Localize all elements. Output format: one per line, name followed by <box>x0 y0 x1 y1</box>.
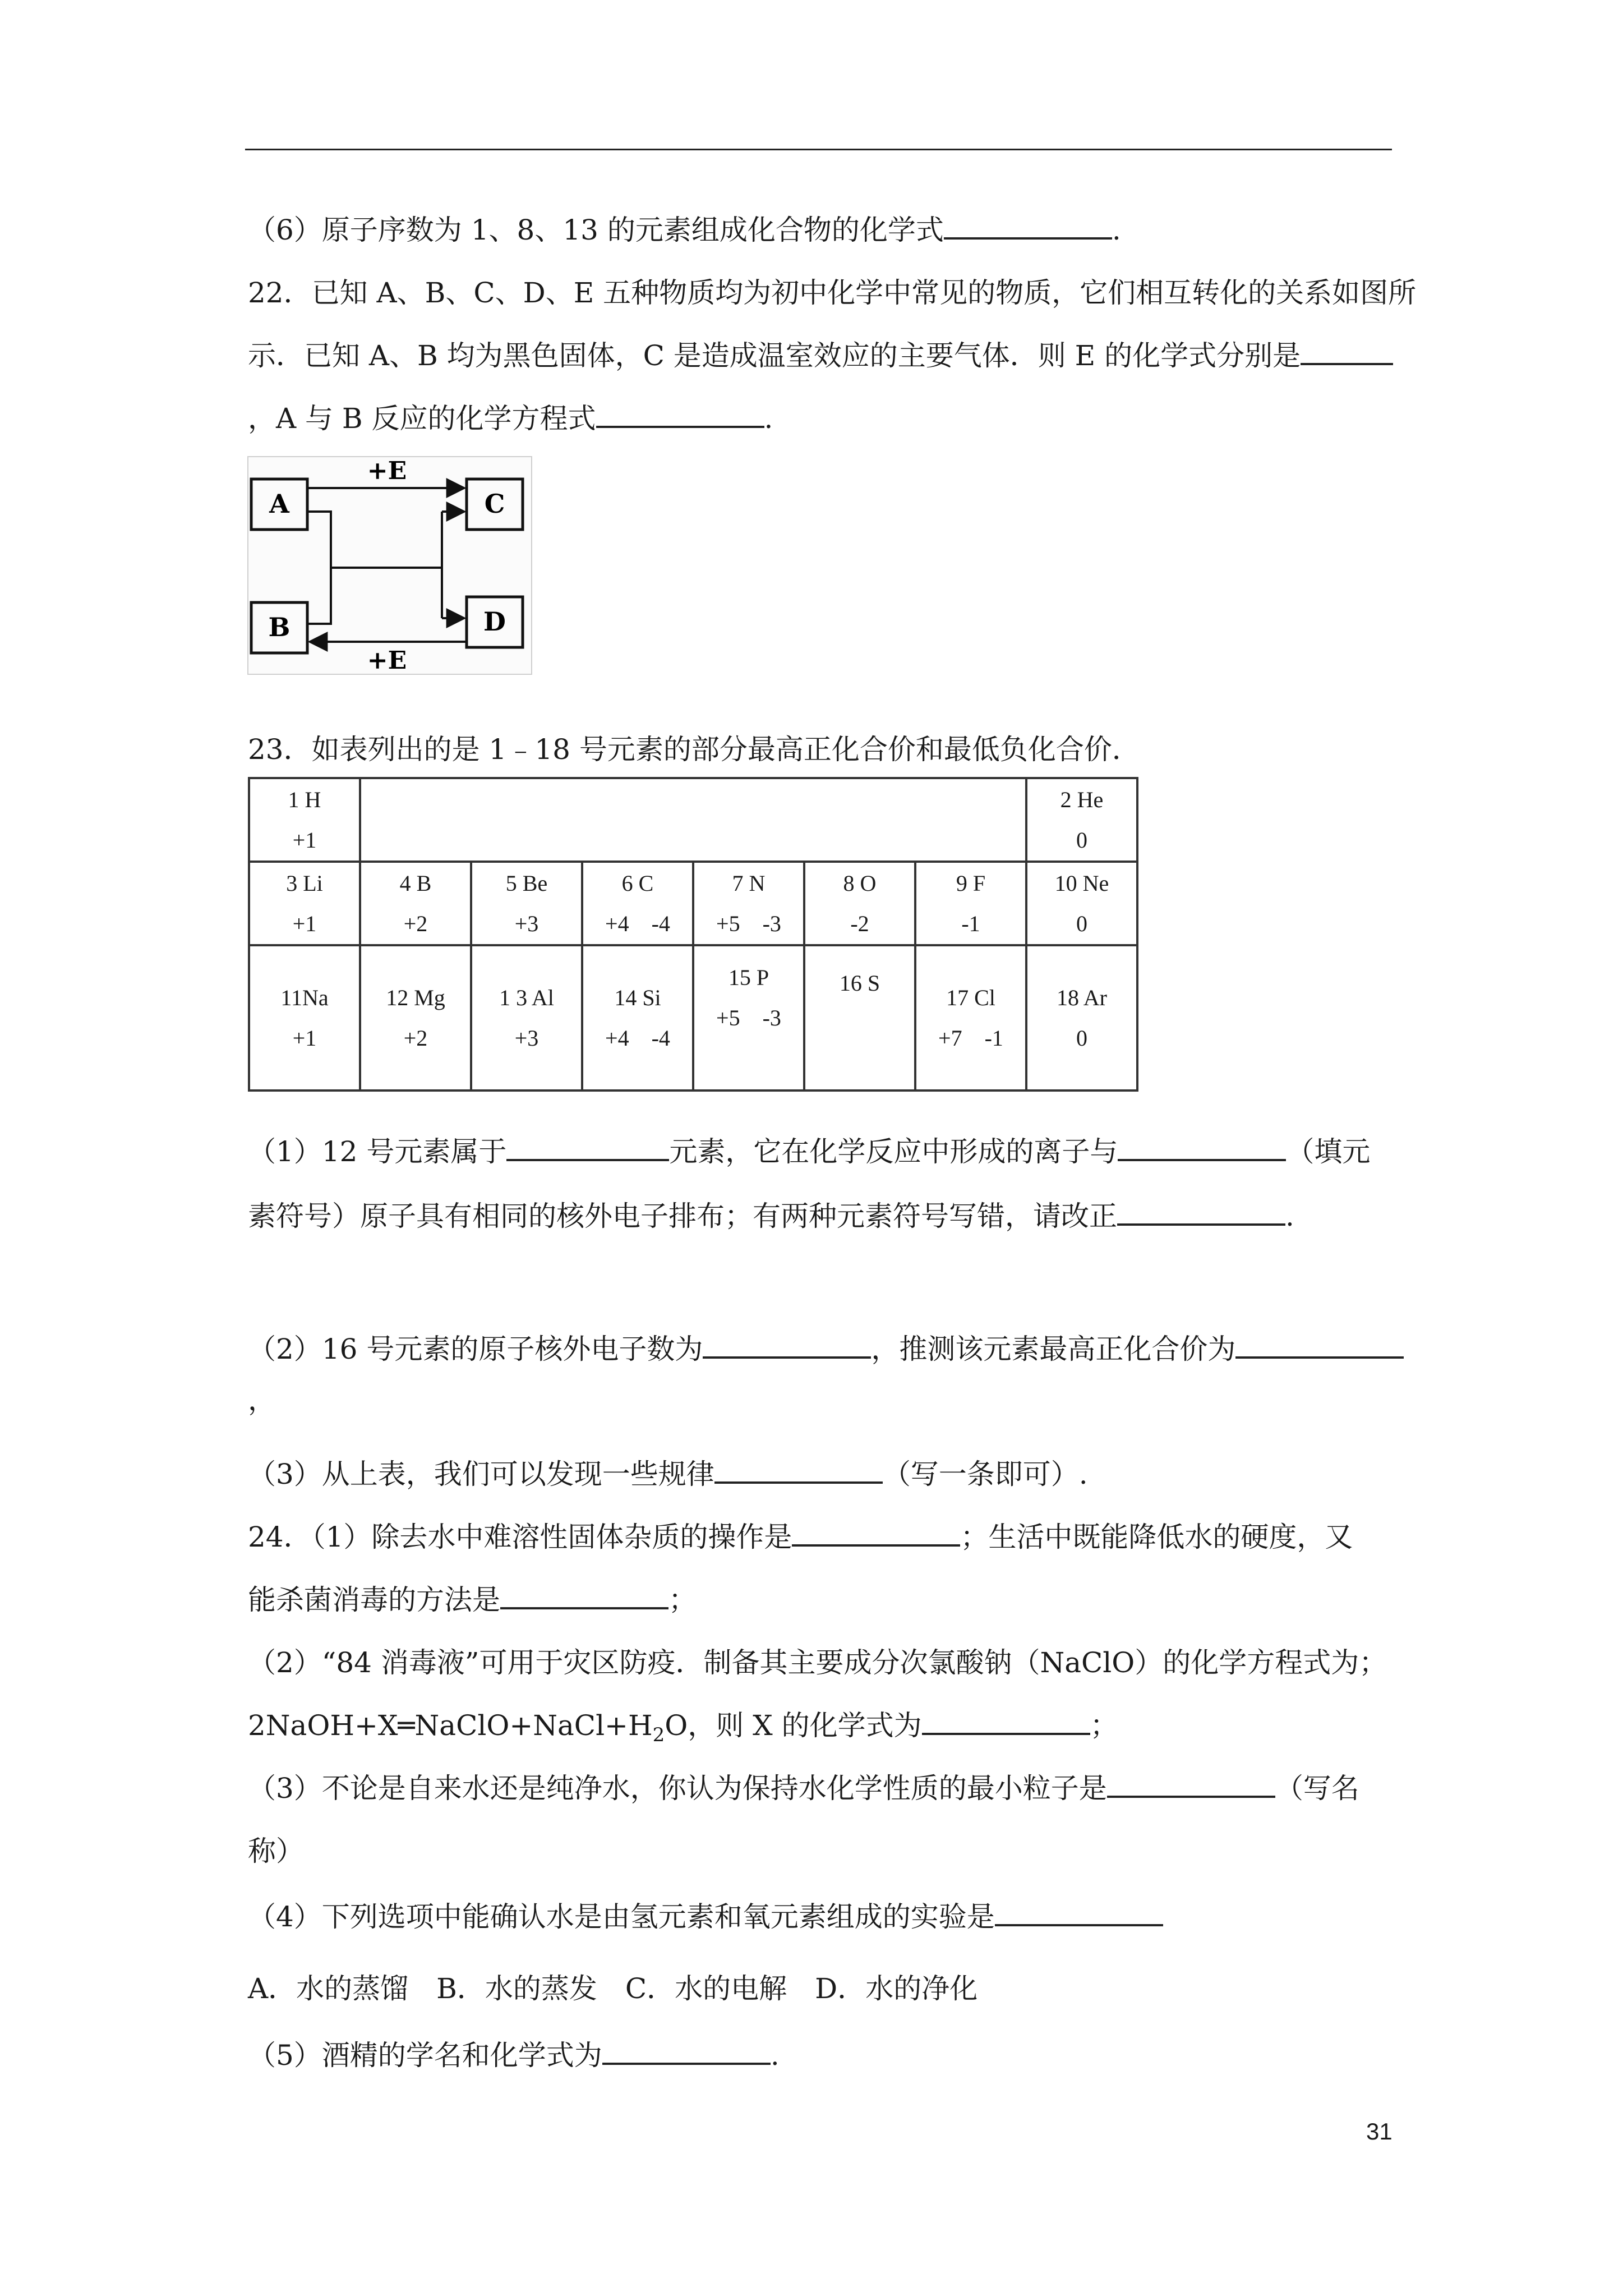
header-rule <box>245 149 1392 150</box>
cell-p: 15 P +5 -3 <box>693 945 804 1091</box>
answer-blank[interactable] <box>1107 1771 1275 1798</box>
cell-mg: 12 Mg +2 <box>360 945 471 1091</box>
answer-blank[interactable] <box>596 401 764 428</box>
q24-part-2-line-1: （2）“84 消毒液”可用于灾区防疫．制备其主要成分次氯酸钠（NaClO）的化学方程式为； <box>248 1646 1387 1679</box>
answer-blank[interactable] <box>995 1899 1163 1926</box>
answer-blank[interactable] <box>1117 1199 1285 1226</box>
cell-si: 14 Si +4 -4 <box>582 945 693 1091</box>
q24-part-5: （5）酒精的学名和化学式为 . <box>248 2039 780 2072</box>
answer-blank[interactable] <box>703 1332 871 1359</box>
q24-part-1-line-2: 能杀菌消毒的方法是 ； <box>248 1584 697 1616</box>
cell-s: 16 S <box>804 945 915 1091</box>
q22-line-1: 22．已知 A、B、C、D、E 五种物质均为初中化学中常见的物质，它们相互转化的关系如图所 <box>248 277 1417 309</box>
label-c: C <box>484 489 505 519</box>
answer-blank[interactable] <box>602 2038 771 2065</box>
reaction-diagram <box>247 455 533 675</box>
cell-f: 9 F -1 <box>915 862 1026 945</box>
cell-ne: 10 Ne 0 <box>1026 862 1137 945</box>
valence-table <box>248 777 1138 1092</box>
cell-o: 8 O -2 <box>804 862 915 945</box>
cell-na: 11Na +1 <box>249 945 360 1091</box>
answer-blank[interactable] <box>922 1708 1090 1735</box>
cell-n: 7 N +5 -3 <box>693 862 804 945</box>
label-b: B <box>268 612 291 642</box>
q23-part-2: （2）16 号元素的原子核外电子数为 ，推测该元素最高正化合价为 <box>248 1331 1404 1368</box>
answer-blank[interactable] <box>792 1520 960 1547</box>
label-top-reagent: +E <box>367 457 407 485</box>
q24-part-2-line-2: $2NaOH+X═NaClO+NaCl+H_2O$，则 X 的化学式为 ； <box>248 1709 1118 1746</box>
cell-c: 6 C +4 -4 <box>582 862 693 945</box>
q21-item-6: （6）原子序数为 1、8、13 的元素组成化合物的化学式 . <box>248 214 1121 246</box>
q23-part-3: （3）从上表，我们可以发现一些规律 （写一条即可）. <box>248 1458 1088 1490</box>
cell-ar: 18 Ar 0 <box>1026 945 1137 1091</box>
answer-blank[interactable] <box>1118 1134 1286 1161</box>
answer-blank[interactable] <box>500 1582 668 1609</box>
cell-b: 4 B +2 <box>360 862 471 945</box>
answer-blank[interactable] <box>944 213 1112 240</box>
q24-part-3-line-2: 称） <box>248 1835 304 1867</box>
cell-cl: 17 Cl +7 -1 <box>915 945 1026 1091</box>
q24-part-1-line-1: 24．（1）除去水中难溶性固体杂质的操作是 ；生活中既能降低水的硬度，又 <box>248 1521 1353 1553</box>
q23-part-1-line-2: 素符号）原子具有相同的核外电子排布；有两种元素符号写错，请改正 . <box>248 1200 1294 1232</box>
q22-line-2: 示．已知 A、B 均为黑色固体，C 是造成温室效应的主要气体．则 E 的化学式分别是 <box>248 337 1393 374</box>
q23-part-2-comma: ， <box>248 1384 276 1416</box>
q24-part-4: （4）下列选项中能确认水是由氢元素和氧元素组成的实验是 <box>248 1898 1163 1935</box>
label-a: A <box>269 489 289 519</box>
cell-he: 2 He 0 <box>1026 778 1137 862</box>
cell-li: 3 Li +1 <box>249 862 360 945</box>
answer-blank[interactable] <box>1235 1332 1404 1359</box>
cell-al: 1 3 Al +3 <box>471 945 582 1091</box>
answer-blank[interactable] <box>1301 338 1393 365</box>
q23-intro: 23．如表列出的是 1﹣18 号元素的部分最高正化合价和最低负化合价． <box>248 733 1140 766</box>
q22-line-3: ，A 与 B 反应的化学方程式 . <box>248 402 773 435</box>
q23-part-1-line-1: （1）12 号元素属于 元素，它在化学反应中形成的离子与 （填元 <box>248 1135 1371 1168</box>
cell-be: 5 Be +3 <box>471 862 582 945</box>
table-gap <box>360 778 1026 862</box>
label-d: D <box>483 606 506 637</box>
q24-options: A．水的蒸馏 B．水的蒸发 C．水的电解 D．水的净化 <box>248 1972 978 2005</box>
q24-part-3-line-1: （3）不论是自来水还是纯净水，你认为保持水化学性质的最小粒子是 （写名 <box>248 1772 1359 1805</box>
page-number: 31 <box>1366 2118 1393 2145</box>
label-bottom-reagent: +E <box>367 646 407 675</box>
answer-blank[interactable] <box>714 1457 883 1484</box>
cell-h: 1 H +1 <box>249 778 360 862</box>
answer-blank[interactable] <box>506 1134 669 1161</box>
